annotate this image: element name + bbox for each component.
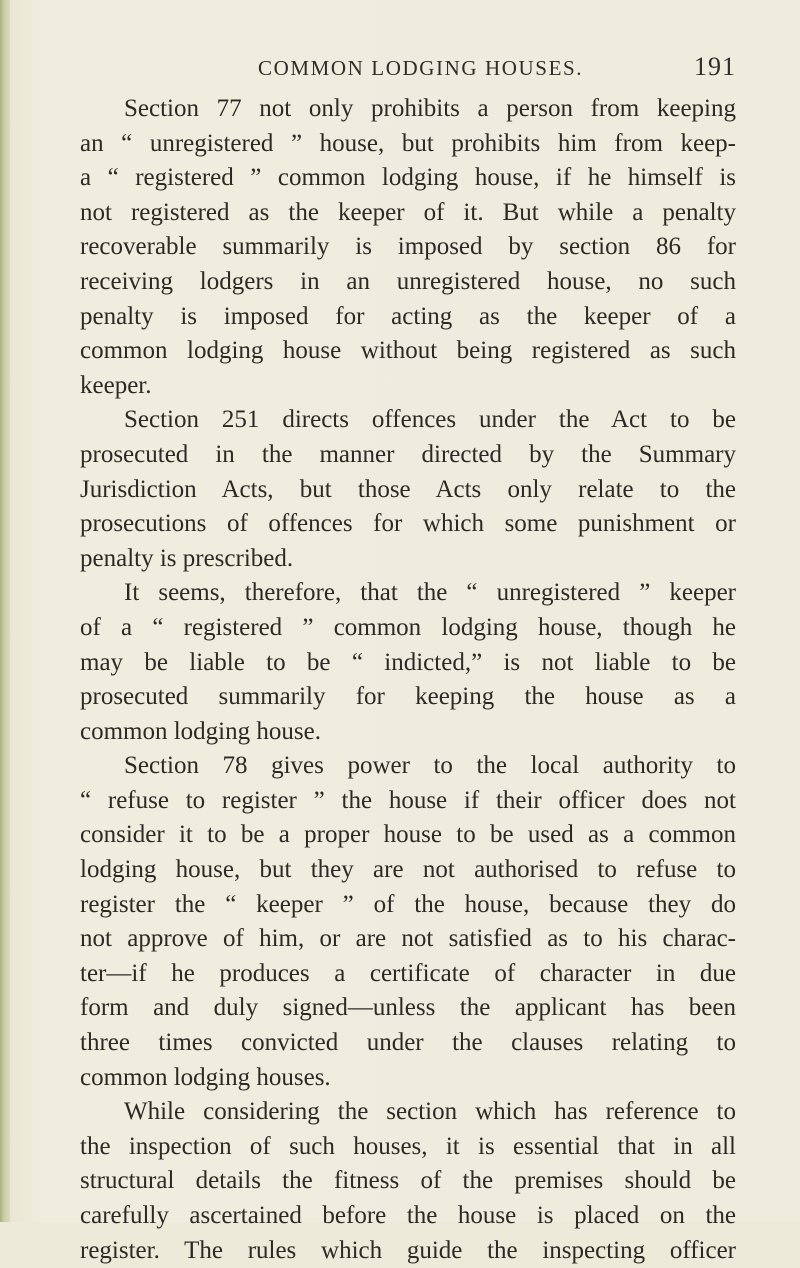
page-binding-edge [0,0,10,1222]
text-line: Jurisdiction Acts, but those Acts only relate to the [80,475,736,503]
text-line: Section 78 gives power to the local authority to [124,752,736,780]
text-line: recoverable summarily is imposed by section 86 for [80,233,736,261]
text-line: penalty is prescribed. [80,544,294,572]
text-line: penalty is imposed for acting as the keeper of a [80,302,736,330]
body-text [80,92,736,1268]
text-line: ter—if he produces a certificate of character in due [80,959,736,987]
text-line: receiving lodgers in an unregistered house, no such [80,267,736,295]
text-line: common lodging house. [80,717,321,745]
text-line: prosecuted summarily for keeping the house as a [80,683,736,711]
text-line: an “ unregistered ” house, but prohibits him from keep- [80,129,736,157]
text-line: prosecutions of offences for which some punishment or [80,510,736,538]
text-line: three times convicted under the clauses relating to [80,1029,736,1057]
text-line: lodging house, but they are not authorised to refuse to [80,856,736,884]
running-head-title: COMMON LODGING HOUSES. [258,56,584,80]
text-line: not approve of him, or are not satisfied as to his charac- [80,925,736,953]
text-line: may be liable to be “ indicted,” is not liable to be [80,648,736,676]
text-line: the inspection of such houses, it is essential that in all [80,1132,736,1160]
running-head [96,52,736,92]
text-line: a “ registered ” common lodging house, if he himself is [80,164,736,192]
text-line: register. The rules which guide the inspecting officer [80,1236,736,1264]
text-line: While considering the section which has reference to [124,1098,736,1126]
text-line: prosecuted in the manner directed by the Summary [80,440,736,468]
text-line: keeper. [80,371,152,399]
text-line: “ refuse to register ” the house if their officer does not [80,786,736,814]
text-line: Section 251 directs offences under the Act to be [124,406,736,434]
text-line: of a “ registered ” common lodging house, though he [80,613,736,641]
text-line: register the “ keeper ” of the house, because they do [80,890,736,918]
text-line: form and duly signed—unless the applicant has been [80,994,736,1022]
text-line: Section 77 not only prohibits a person from keeping [124,95,736,122]
text-line: common lodging house without being registered as such [80,337,736,365]
text-line: It seems, therefore, that the “ unregistered ” keeper [124,579,736,607]
text-line: consider it to be a proper house to be used as a common [80,821,736,849]
text-line: not registered as the keeper of it. But while a penalty [80,198,736,226]
text-line: common lodging houses. [80,1063,331,1091]
page-number: 191 [694,52,736,81]
text-line: structural details the fitness of the premises should be [80,1167,736,1195]
text-line: carefully ascertained before the house is placed on the [80,1202,736,1229]
